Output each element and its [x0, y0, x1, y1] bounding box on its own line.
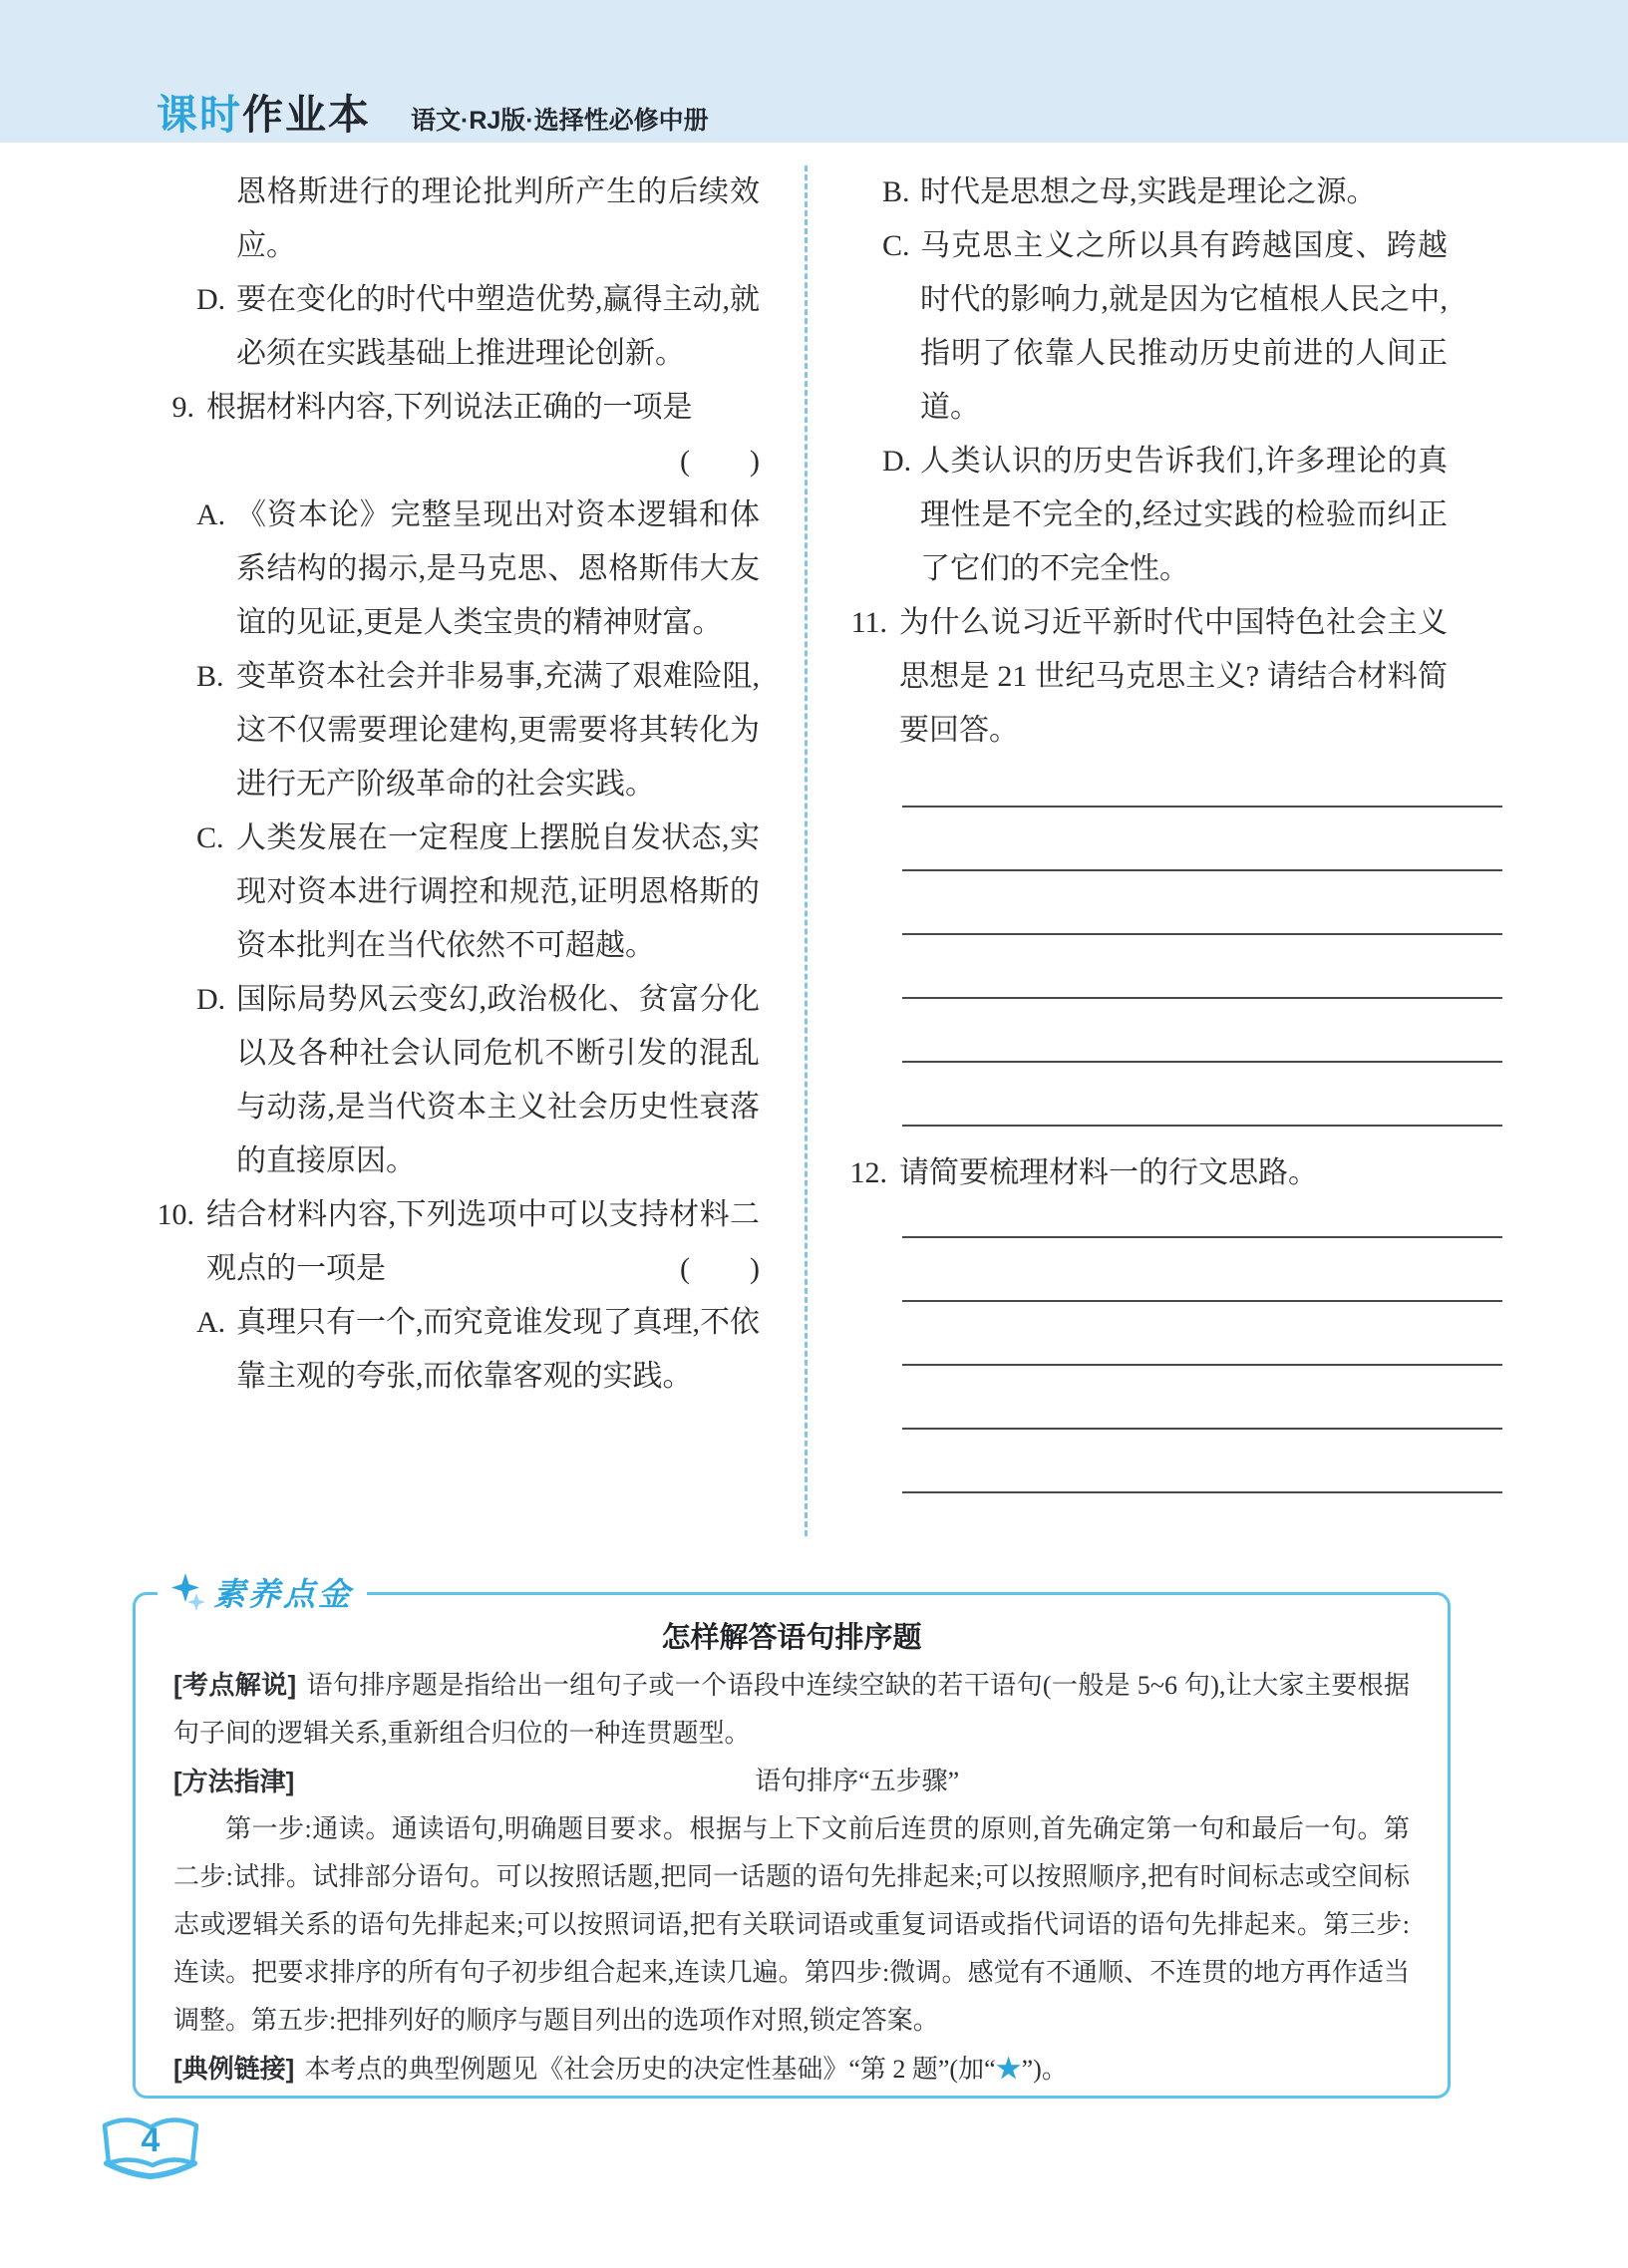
- edition-subtitle: 语文·RJ版·选择性必修中册: [411, 107, 709, 135]
- answer-line[interactable]: [902, 808, 1502, 871]
- answer-line[interactable]: [902, 1302, 1502, 1366]
- column-divider: [805, 165, 808, 1536]
- answer-line[interactable]: [902, 1238, 1502, 1302]
- option-10c: [882, 219, 1502, 435]
- star-icon: ★: [995, 2055, 1022, 2084]
- question-9: [150, 381, 760, 488]
- option-label: B.: [882, 175, 910, 208]
- tip-section-fangfa: [173, 1758, 1410, 1805]
- question-10: [150, 1188, 760, 1296]
- option-label: D.: [196, 983, 226, 1016]
- option-9d: [196, 973, 760, 1188]
- page-number-badge: [95, 2111, 206, 2189]
- answer-bracket-q10[interactable]: ( ): [680, 1252, 760, 1285]
- option-text: 时代是思想之母,实践是理论之源。: [920, 175, 1377, 208]
- question-text: 为什么说习近平新时代中国特色社会主义思想是 21 世纪马克思主义? 请结合材料简要回答。: [899, 606, 1448, 747]
- question-12: [842, 1146, 1502, 1200]
- option-text: 真理只有一个,而究竟谁发现了真理,不依靠主观的夸张,而依靠客观的实践。: [236, 1306, 760, 1393]
- question-text: 请简要梳理材料一的行文思路。: [899, 1156, 1318, 1189]
- question-11: [842, 596, 1502, 758]
- question-number: 12.: [849, 1156, 887, 1189]
- tip-content: [136, 1595, 1448, 2094]
- option-9a: [196, 488, 760, 650]
- brand-zuoyeben: 作业本: [242, 92, 371, 138]
- option-d-previous: [196, 273, 760, 381]
- option-text: 人类认识的历史告诉我们,许多理论的真理性是不完全的,经过实践的检验而纠正了它们的不完全性。: [920, 445, 1448, 585]
- tip-title: 怎样解答语句排序题: [661, 1622, 922, 1654]
- kaodian-label: [考点解说]: [173, 1670, 297, 1700]
- answer-line[interactable]: [902, 1200, 1502, 1238]
- answer-line[interactable]: [902, 758, 1502, 808]
- answer-line[interactable]: [902, 999, 1502, 1063]
- option-label: C.: [196, 821, 224, 854]
- dianli-label: [典例链接]: [173, 2054, 295, 2084]
- option-10d: [882, 435, 1502, 596]
- tip-box: [133, 1576, 1451, 2099]
- option-label: [196, 165, 236, 273]
- option-text: 国际局势风云变幻,政治极化、贫富分化以及各种社会认同危机不断引发的混乱与动荡,是当代资本主义社会历史性衰落的直接原因。: [236, 983, 760, 1177]
- right-column: [842, 165, 1502, 1493]
- tip-section-kaodian: [173, 1661, 1410, 1758]
- option-label: A.: [196, 498, 226, 531]
- option-text: 《资本论》完整呈现出对资本逻辑和体系结构的揭示,是马克思、恩格斯伟大友谊的见证,更是人类宝贵的精神财富。: [236, 498, 760, 639]
- brand-keshi: 课时: [157, 92, 242, 138]
- dianli-text-before: 本考点的典型例题见《社会历史的决定性基础》“第 2 题”(加“: [304, 2055, 996, 2084]
- answer-bracket-q9[interactable]: ( ): [680, 445, 760, 478]
- fangfa-label: [方法指津]: [173, 1767, 295, 1796]
- option-label: A.: [196, 1306, 226, 1339]
- answer-line[interactable]: [902, 1366, 1502, 1430]
- option-label: C.: [882, 229, 910, 262]
- option-9c: [196, 811, 760, 973]
- kaodian-text: 语句排序题是指给出一组句子或一个语段中连续空缺的若干语句(一般是 5~6 句),让大家主要根据句子间的逻辑关系,重新组合归位的一种连贯题型。: [173, 1671, 1410, 1748]
- tip-badge-label: 素养点金: [213, 1576, 354, 1612]
- option-continuation: [196, 165, 760, 273]
- option-label: B.: [196, 660, 224, 693]
- fangfa-steps: 第一步:通读。通读语句,明确题目要求。根据与上下文前后连贯的原则,首先确定第一句和最后一句。第二步:试排。试排部分语句。可以按照话题,把同一话题的语句先排起来;可以按照顺序,把有时间标志或空间标志或逻辑关系的语句先排起来;可以按照词语,把有关联词语或重复词语或指代词语的语句先排起来。第三步:连读。把要求排序的所有句子初步组合起来,连读几遍。第四步:微调。感觉有不通顺、不连贯的地方再作适当调整。第五步:把排列好的顺序与题目列出的选项作对照,锁定答案。: [173, 1814, 1410, 2035]
- option-text: 恩格斯进行的理论批判所产生的后续效应。: [236, 175, 760, 262]
- option-text: 人类发展在一定程度上摆脱自发状态,实现对资本进行调控和规范,证明恩格斯的资本批判在当代依然不可超越。: [236, 821, 760, 962]
- question-number: 11.: [850, 606, 887, 639]
- answer-line[interactable]: [902, 1063, 1502, 1127]
- tip-badge: [158, 1569, 367, 1615]
- question-text: [206, 381, 760, 488]
- question-number: 10.: [157, 1198, 194, 1231]
- fangfa-subtitle: 语句排序“五步骤”: [755, 1767, 960, 1795]
- left-column: [150, 165, 760, 1404]
- answer-line[interactable]: [902, 935, 1502, 999]
- page-number: 4: [141, 2121, 161, 2159]
- answer-line[interactable]: [902, 1430, 1502, 1493]
- option-text: 要在变化的时代中塑造优势,赢得主动,就必须在实践基础上推进理论创新。: [236, 283, 760, 370]
- dianli-text-after: ”)。: [1021, 2055, 1068, 2084]
- option-label: D.: [196, 283, 226, 316]
- option-label: D.: [882, 445, 912, 478]
- sparkle-icon: [171, 1573, 205, 1611]
- option-text: 马克思主义之所以具有跨越国度、跨越时代的影响力,就是因为它植根人民之中,指明了依靠人民推动历史前进的人间正道。: [920, 229, 1448, 424]
- question-number: 9.: [171, 391, 194, 424]
- answer-line[interactable]: [902, 871, 1502, 935]
- question-9-stem: 根据材料内容,下列说法正确的一项是: [206, 391, 693, 424]
- option-10a: [196, 1296, 760, 1404]
- option-10b: [882, 165, 1502, 219]
- option-9b: [196, 650, 760, 811]
- tip-section-dianli: [173, 2045, 1410, 2094]
- page-header: [157, 82, 709, 141]
- option-text: 变革资本社会并非易事,充满了艰难险阻,这不仅需要理论建构,更需要将其转化为进行无产阶级革命的社会实践。: [236, 660, 760, 801]
- question-10-stem: 结合材料内容,下列选项中可以支持材料二观点的一项是: [206, 1198, 760, 1285]
- question-text: [206, 1188, 760, 1296]
